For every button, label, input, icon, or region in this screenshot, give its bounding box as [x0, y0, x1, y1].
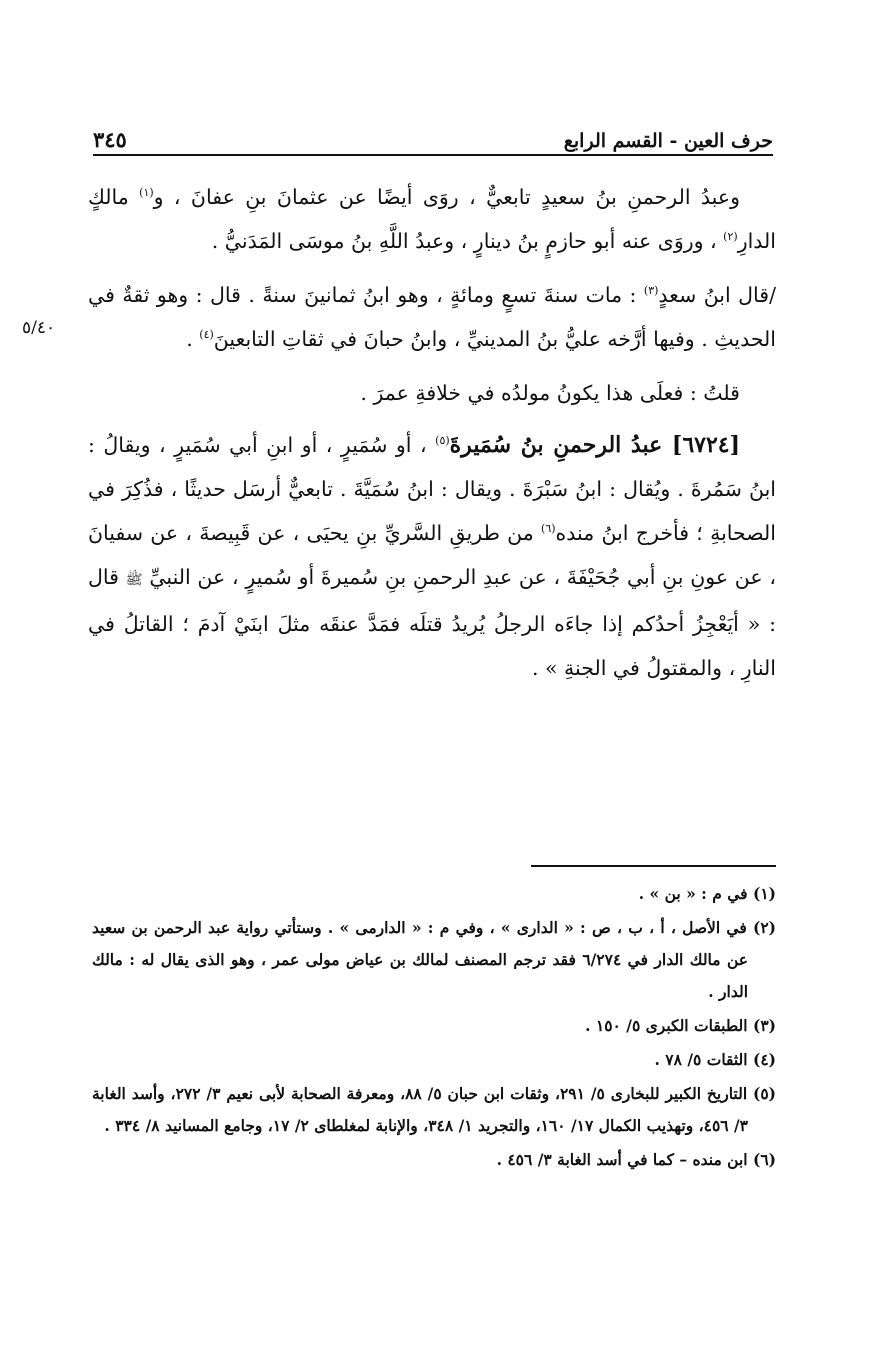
page-number: ٣٤٥ [93, 127, 127, 152]
footnote-5: (٥) التاريخ الكبير للبخارى ٥/ ٢٩١، وثقات ابن حبان ٥/ ٨٨، ومعرفة الصحابة لأبى نعيم ٣/ ٢٧٢، وأسد الغابة ٣/ ٤٥٦، وتهذيب الكمال ١٧/ ١٦٠، والتجريد ١/ ٣٤٨، والإنابة لمغلطاى ٢/ ١٧، وجامع المسانيد ٨/ ٣٣٤ . [92, 1084, 777, 1135]
salawat-glyph: ﷺ [125, 572, 143, 588]
p2-text-a: /قال ابنُ سعدٍ [658, 283, 777, 307]
header-rule [93, 154, 773, 156]
p4-text-c: قال : « أيَعْجِزُ أحدُكم إذا جاءَه الرجلُ يُريدُ قتلَه فمَدَّ عنقَه مثلَ ابنَيْ آدمَ ؛ القاتلُ في النارِ ، والمقتولُ في الجنةِ » . [88, 565, 776, 680]
paragraph-1 [88, 175, 776, 263]
paragraph-3: قلتُ : فعلَى هذا يكونُ مولدُه في خلافةِ عمرَ . [360, 381, 740, 405]
paragraph-2 [88, 273, 776, 361]
footnote-ref-4: (٤) [199, 328, 214, 342]
footnote-ref-2: (٢) [723, 230, 738, 244]
footnote-ref-5: (٥) [435, 434, 450, 448]
footnote-3: (٣) الطبقات الكبرى ٥/ ١٥٠ . [585, 1016, 776, 1035]
footnote-ref-1: (١) [139, 186, 154, 200]
footnote-ref-6: (٦) [541, 522, 556, 536]
footnote-4: (٤) الثقات ٥/ ٧٨ . [654, 1050, 776, 1069]
margin-reference: ٥/٤٠ [22, 318, 56, 338]
page-header [93, 112, 773, 152]
footnote-ref-3: (٣) [643, 284, 659, 298]
footnotes [92, 878, 776, 1178]
footnote-1: (١) في م : « بن » . [638, 884, 776, 903]
p4-text-b: من طريقِ السَّريِّ بنِ يحيَى ، عن قَبِيصةَ ، عن سفيانَ ، عن عونِ بنِ أبي جُحَيْفَةَ ، عن عبدِ الرحمنِ بنِ سُميرةَ أو سُميرٍ ، عن النبيِّ [88, 521, 776, 589]
running-head: حرف العين - القسم الرابع [563, 130, 773, 152]
p2-text-c: . [186, 327, 200, 351]
footnote-separator [531, 865, 776, 867]
p4-text-a: ، أو سُمَيرٍ ، أو ابنِ أبي سُمَيرٍ ، ويقالُ : ابنُ سَمُرةَ . ويُقال : ابنُ سَبْرَةَ . ويقال : ابنُ سُمَيَّةَ . تابعيٌّ أرسَل حديثًا ، فذُكِرَ في الصحابةِ ؛ فأخرج ابنُ منده [88, 433, 776, 545]
p1-text-c: ، وروَى عنه أبو حازمٍ بنُ دينارٍ ، وعبدُ اللَّهِ بنُ موسَى المَدَنيُّ . [211, 229, 724, 253]
entry-heading: [٦٧٢٤] عبدُ الرحمنِ بنُ سُمَيرةَ [449, 432, 740, 458]
p1-text-b: مالكٍ الدارِ [88, 185, 776, 253]
footnote-2: (٢) في الأصل ، أ ، ب ، ص : « الدارى » ، وفي م : « الدارمى » . وستأتي رواية عبد الرحمن بن سعيد عن مالك الدار في ٦/٢٧٤ فقد ترجم المصنف لمالك بن عياض مولى عمر ، وهو الذى يقال له : مالك الدار . [92, 918, 776, 1001]
p1-text-a: وعبدُ الرحمنِ بنُ سعيدٍ تابعيٌّ ، روَى أيضًا عن عثمانَ بنِ عفانَ ، و [153, 185, 740, 209]
footnote-6: (٦) ابن منده – كما في أسد الغابة ٣/ ٤٥٦ . [496, 1150, 776, 1169]
p2-text-b: : مات سنةَ تسعٍ ومائةٍ ، وهو ابنُ ثمانينَ سنةً . قال : وهو ثقةٌ في الحديثِ . وفيها أرَّخه عليُّ بنُ المدينيِّ ، وابنُ حبانَ في ثقاتِ التابعينَ [88, 283, 776, 351]
entry-6724 [88, 423, 776, 690]
main-text [88, 175, 776, 698]
